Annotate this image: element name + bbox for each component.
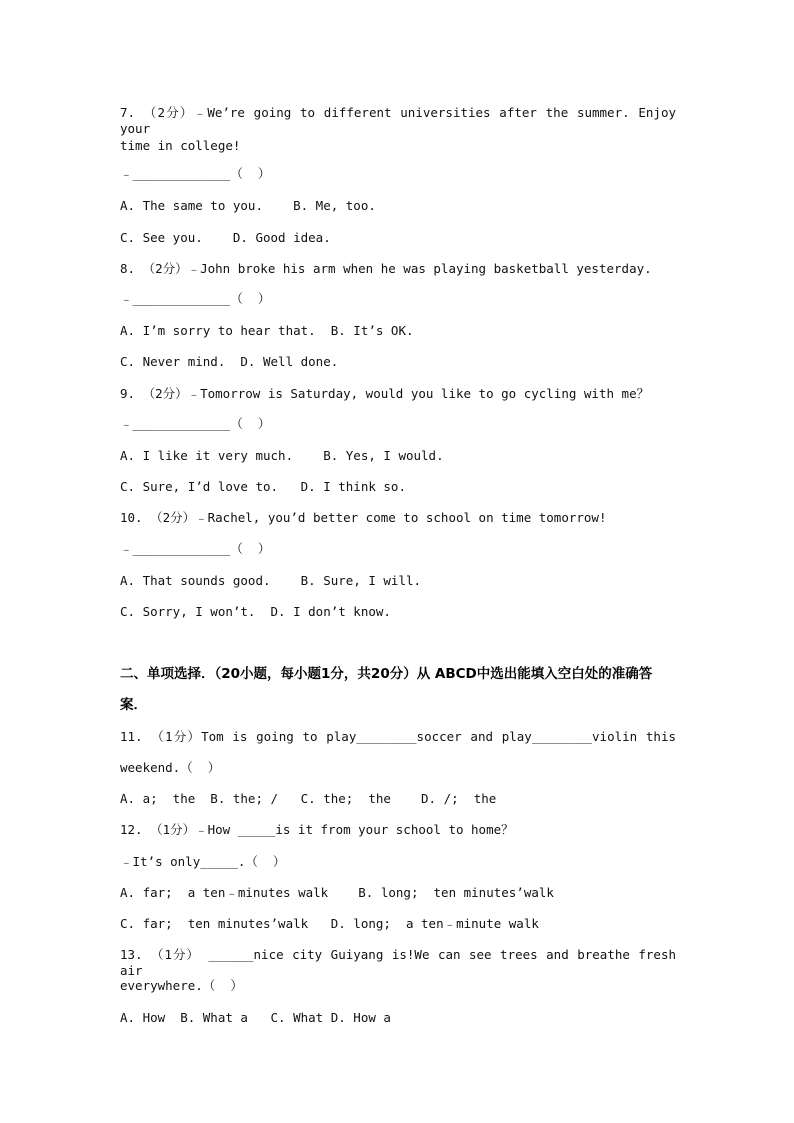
q7-stem-cont: time in college!	[120, 138, 241, 153]
q9-stem: 9. （2分）﹣Tomorrow is Saturday, would you like to go cycling with me？	[120, 386, 650, 401]
q13-stem-cont: everywhere.（ ）	[120, 978, 243, 993]
q9-options-ab: A. I like it very much. B. Yes, I would.	[120, 448, 444, 463]
q10-options-cd: C. Sorry, I won’t. D. I don’t know.	[120, 604, 391, 619]
q8-options-ab: A. I’m sorry to hear that. B. It’s OK.	[120, 323, 414, 338]
q13-stem: 13. （1分） ______nice city Guiyang is!We can see trees and breathe fresh air	[120, 947, 676, 978]
q8-options-cd: C. Never mind. D. Well done.	[120, 354, 339, 369]
q11-stem-cont: weekend.（ ）	[120, 760, 221, 775]
q7-stem: 7. （2分）﹣We’re going to different universities after the summer. Enjoy your	[120, 105, 676, 136]
q11-stem: 11. （1分）Tom is going to play________soccer and play________violin this	[120, 729, 676, 744]
q9-options-cd: C. Sure, I’d love to. D. I think so.	[120, 479, 406, 494]
q12-options-ab: A. far; a ten﹣minutes walk B. long; ten minutes’walk	[120, 885, 554, 900]
q12-options-cd: C. far; ten minutes’walk D. long; a ten﹣minute walk	[120, 916, 539, 931]
section-2-heading: 二、单项选择．（20小题，每小题1分，共20分）从 ABCD中选出能填入空白处的准确答	[120, 666, 653, 682]
q7-options-ab: A. The same to you. B. Me, too.	[120, 198, 376, 213]
q7-options-cd: C. See you. D. Good idea.	[120, 230, 331, 245]
q10-options-ab: A. That sounds good. B. Sure, I will.	[120, 573, 422, 588]
section-2-heading-cont: 案．	[120, 697, 147, 713]
q8-answer-blank: ﹣_____________（ ）	[120, 291, 271, 306]
q11-options: A. a; the B. the; / C. the; the D. /; the	[120, 791, 497, 806]
q10-stem: 10. （2分）﹣Rachel, you’d better come to school on time tomorrow!	[120, 510, 607, 525]
q12-stem-cont: ﹣It’s only_____.（ ）	[120, 854, 286, 869]
q12-stem: 12. （1分）﹣How _____is it from your school to home？	[120, 822, 514, 837]
q9-answer-blank: ﹣_____________（ ）	[120, 416, 271, 431]
q13-options: A. How B. What a C. What D. How a	[120, 1010, 391, 1025]
q10-answer-blank: ﹣_____________（ ）	[120, 541, 271, 556]
q7-answer-blank: ﹣_____________（ ）	[120, 166, 271, 181]
q8-stem: 8. （2分）﹣John broke his arm when he was playing basketball yesterday.	[120, 261, 652, 276]
